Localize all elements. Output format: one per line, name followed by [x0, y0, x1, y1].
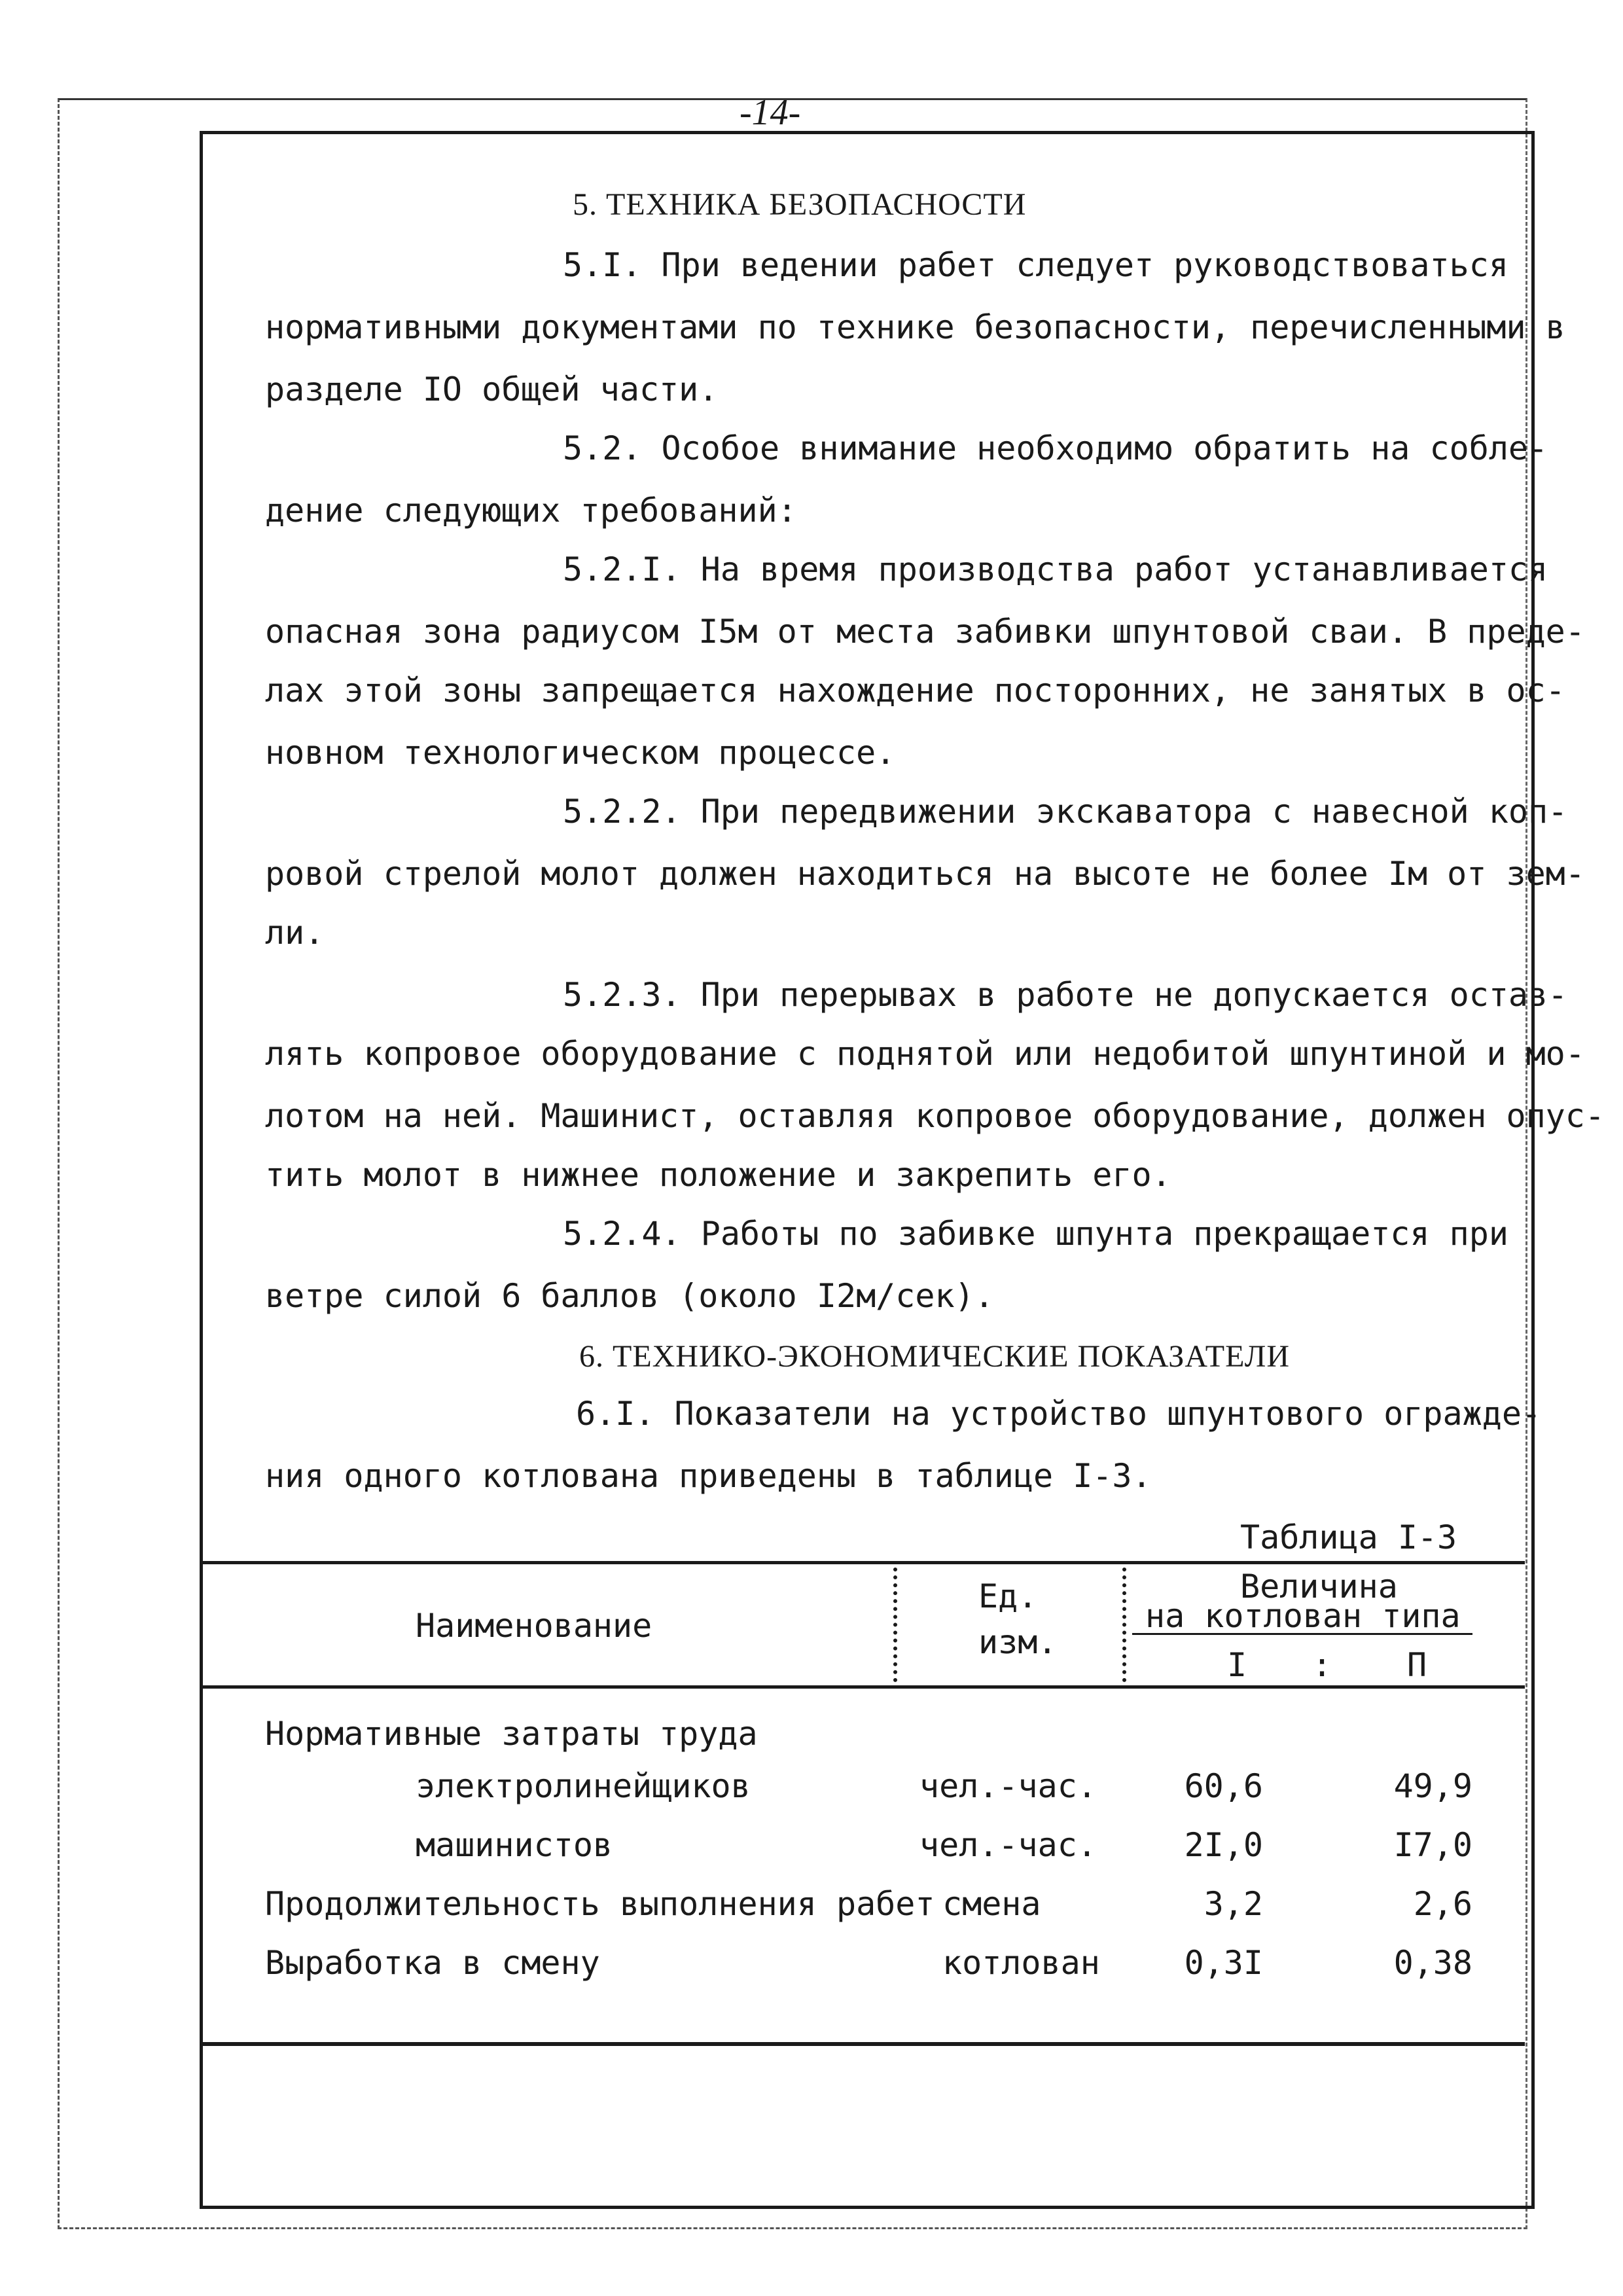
- table-row-value-2: 49,9: [1393, 1767, 1472, 1805]
- table-bottom-rule: [203, 2042, 1525, 2046]
- paragraph-line: лять копровое оборудование с поднятой или недобитой шпунтиной и мо-: [265, 1035, 1585, 1073]
- paragraph-line: ли.: [265, 914, 325, 952]
- header-value: Величина: [1240, 1568, 1398, 1605]
- table-row-unit: чел.-час.: [919, 1767, 1097, 1805]
- section-6-heading: 6. ТЕХНИКО-ЭКОНОМИЧЕСКИЕ ПОКАЗАТЕЛИ: [579, 1339, 1291, 1374]
- table-row-name: Продолжительность выполнения рабет: [265, 1885, 935, 1923]
- paragraph-line: 5.2.2. При передвижении экскаватора с навесной коп-: [563, 793, 1568, 831]
- column-separator: [1122, 1568, 1126, 1682]
- paragraph-line: 6.I. Показатели на устройство шпунтового огражде-: [576, 1395, 1542, 1433]
- table-row-unit: чел.-час.: [919, 1826, 1097, 1864]
- paragraph-line: разделе IO общей части.: [265, 370, 719, 408]
- table-header-rule: [203, 1685, 1525, 1689]
- page-number: -14-: [740, 92, 801, 133]
- table-row-value-1: 0,3I: [1184, 1944, 1263, 1982]
- table-row-value-1: 60,6: [1184, 1767, 1263, 1805]
- column-separator: [893, 1568, 897, 1682]
- paragraph-line: лах этой зоны запрещается нахождение посторонних, не занятых в ос-: [265, 672, 1565, 709]
- paragraph-line: нормативными документами по технике безопасности, перечисленными в: [265, 308, 1565, 346]
- table-row-name: Нормативные затраты труда: [265, 1715, 758, 1753]
- header-type-1: I: [1227, 1646, 1247, 1684]
- table-row-value-2: 0,38: [1393, 1944, 1472, 1982]
- header-value: на котлован типа: [1145, 1597, 1461, 1635]
- paragraph-line: 5.2. Особое внимание необходимо обратить на собле-: [563, 429, 1548, 467]
- paragraph-line: новном технологическом процессе.: [265, 734, 896, 772]
- table-row-name: машинистов: [416, 1826, 613, 1864]
- table-row-value-2: I7,0: [1393, 1826, 1472, 1864]
- paragraph-line: тить молот в нижнее положение и закрепить его.: [265, 1156, 1171, 1194]
- table-row-unit: котлован: [942, 1944, 1100, 1982]
- table-row-value-1: 3,2: [1204, 1885, 1263, 1923]
- paragraph-line: 5.I. При ведении рабет следует руководствоваться: [563, 246, 1508, 284]
- table-row-value-1: 2I,0: [1184, 1826, 1263, 1864]
- table-top-rule: [203, 1561, 1525, 1564]
- paragraph-line: ветре силой 6 баллов (около I2м/сек).: [265, 1277, 994, 1315]
- table-row-unit: смена: [942, 1885, 1041, 1923]
- table-caption: Таблица I-3: [1240, 1518, 1457, 1556]
- table-row-name: Выработка в смену: [265, 1944, 600, 1982]
- header-unit: изм.: [978, 1623, 1058, 1661]
- paragraph-line: 5.2.4. Работы по забивке шпунта прекращается при: [563, 1215, 1508, 1253]
- paragraph-line: дение следующих требований:: [265, 492, 797, 529]
- paragraph-line: опасная зона радиусом I5м от места забивки шпунтовой сваи. В преде-: [265, 613, 1585, 651]
- paragraph-line: 5.2.I. На время производства работ устанавливается: [563, 550, 1548, 588]
- header-type-separator: :: [1312, 1646, 1332, 1684]
- paragraph-line: ния одного котлована приведены в таблице I-3.: [265, 1457, 1152, 1495]
- paragraph-line: 5.2.3. При перерывах в работе не допускается остав-: [563, 976, 1568, 1014]
- header-type-2: П: [1407, 1646, 1427, 1684]
- header-unit: Ед.: [978, 1577, 1038, 1615]
- header-name: Наименование: [416, 1607, 652, 1645]
- table-row-name: электролинейщиков: [416, 1767, 751, 1805]
- paragraph-line: ровой стрелой молот должен находиться на высоте не более Iм от зем-: [265, 855, 1585, 893]
- section-5-heading: 5. ТЕХНИКА БЕЗОПАСНОСТИ: [573, 187, 1027, 222]
- paragraph-line: лотом на ней. Машинист, оставляя копровое оборудование, должен опус-: [265, 1097, 1605, 1135]
- table-row-value-2: 2,6: [1413, 1885, 1472, 1923]
